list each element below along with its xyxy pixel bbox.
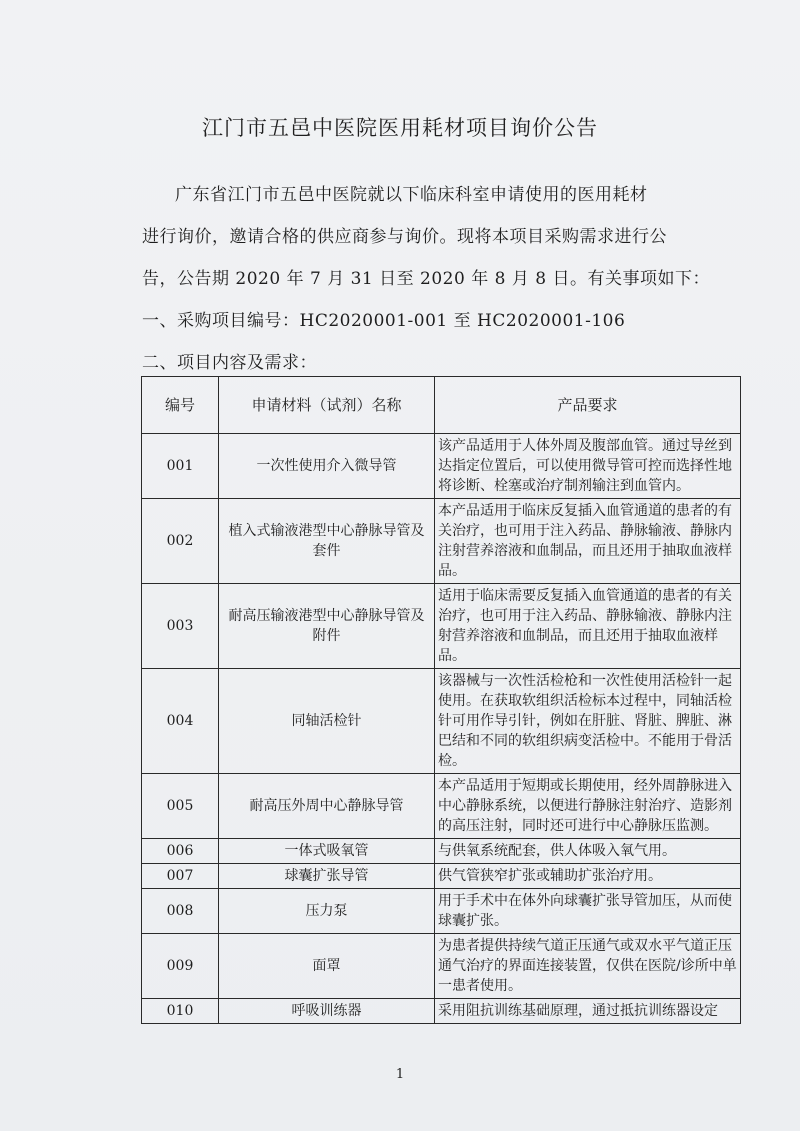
- paragraph-intro-cont: 进行询价，邀请合格的供应商参与询价。现将本项目采购需求进行公: [142, 227, 667, 247]
- header-number: 编号: [142, 377, 219, 434]
- table-row: [142, 864, 741, 889]
- row-requirement: 该器械与一次性活检枪和一次性使用活检针一起使用。在获取软组织活检标本过程中，同轴活检针可用作导引针，例如在肝脏、肾脏、脾脏、淋巴结和不同的软组织病变活检中。不能用于骨活检。: [435, 669, 741, 774]
- row-number: 007: [142, 864, 219, 889]
- header-requirement: 产品要求: [435, 377, 741, 434]
- row-number: 003: [142, 584, 219, 669]
- page-number: 1: [395, 1067, 405, 1082]
- table-row: [142, 774, 741, 839]
- table-header-row: [142, 377, 741, 434]
- document-title: 江门市五邑中医院医用耗材项目询价公告: [202, 116, 598, 140]
- row-number: 010: [142, 999, 219, 1024]
- table-row: [142, 584, 741, 669]
- row-requirement: 该产品适用于人体外周及腹部血管。通过导丝到达指定位置后，可以使用微导管可控而选择性地将诊断、栓塞或治疗制剂输注到血管内。: [435, 434, 741, 499]
- section-project-number: 一、采购项目编号：HC2020001-001 至 HC2020001-106: [142, 311, 626, 331]
- table-row: [142, 934, 741, 999]
- row-requirement: 采用阻抗训练基础原理，通过抵抗训练器设定: [435, 999, 741, 1024]
- table-row: [142, 669, 741, 774]
- row-name: 压力泵: [219, 889, 435, 934]
- row-name: 耐高压外周中心静脉导管: [219, 774, 435, 839]
- paragraph-intro: 广东省江门市五邑中医院就以下临床科室申请使用的医用耗材: [175, 185, 648, 205]
- table-row: [142, 999, 741, 1024]
- row-name: 球囊扩张导管: [219, 864, 435, 889]
- table-row: [142, 499, 741, 584]
- table-row: [142, 434, 741, 499]
- row-requirement: 本产品适用于临床反复插入血管通道的患者的有关治疗，也可用于注入药品、静脉输液、静脉内注射营养溶液和血制品，而且还用于抽取血液样品。: [435, 499, 741, 584]
- row-number: 004: [142, 669, 219, 774]
- row-name: 植入式输液港型中心静脉导管及套件: [219, 499, 435, 584]
- row-number: 001: [142, 434, 219, 499]
- row-name: 一体式吸氧管: [219, 839, 435, 864]
- row-name: 一次性使用介入微导管: [219, 434, 435, 499]
- row-name: 呼吸训练器: [219, 999, 435, 1024]
- row-number: 006: [142, 839, 219, 864]
- table-row: [142, 839, 741, 864]
- row-number: 008: [142, 889, 219, 934]
- row-name: 耐高压输液港型中心静脉导管及附件: [219, 584, 435, 669]
- row-number: 005: [142, 774, 219, 839]
- row-number: 009: [142, 934, 219, 999]
- row-requirement: 为患者提供持续气道正压通气或双水平气道正压通气治疗的界面连接装置，仅供在医院/诊所中单一患者使用。: [435, 934, 741, 999]
- row-requirement: 与供氧系统配套，供人体吸入氧气用。: [435, 839, 741, 864]
- row-requirement: 适用于临床需要反复插入血管通道的患者的有关治疗，也可用于注入药品、静脉输液、静脉内注射营养溶液和血制品，而且还用于抽取血液样品。: [435, 584, 741, 669]
- row-name: 面罩: [219, 934, 435, 999]
- row-requirement: 本产品适用于短期或长期使用，经外周静脉进入中心静脉系统，以便进行静脉注射治疗、造影剂的高压注射，同时还可进行中心静脉压监测。: [435, 774, 741, 839]
- row-name: 同轴活检针: [219, 669, 435, 774]
- paragraph-period: 告，公告期 2020 年 7 月 31 日至 2020 年 8 月 8 日。有关事项如下：: [142, 269, 710, 289]
- row-requirement: 用于手术中在体外向球囊扩张导管加压，从而使球囊扩张。: [435, 889, 741, 934]
- row-requirement: 供气管狭窄扩张或辅助扩张治疗用。: [435, 864, 741, 889]
- header-name: 申请材料（试剂）名称: [219, 377, 435, 434]
- row-number: 002: [142, 499, 219, 584]
- table-row: [142, 889, 741, 934]
- requirements-table: [141, 376, 741, 1024]
- section-content-heading: 二、项目内容及需求：: [142, 353, 317, 373]
